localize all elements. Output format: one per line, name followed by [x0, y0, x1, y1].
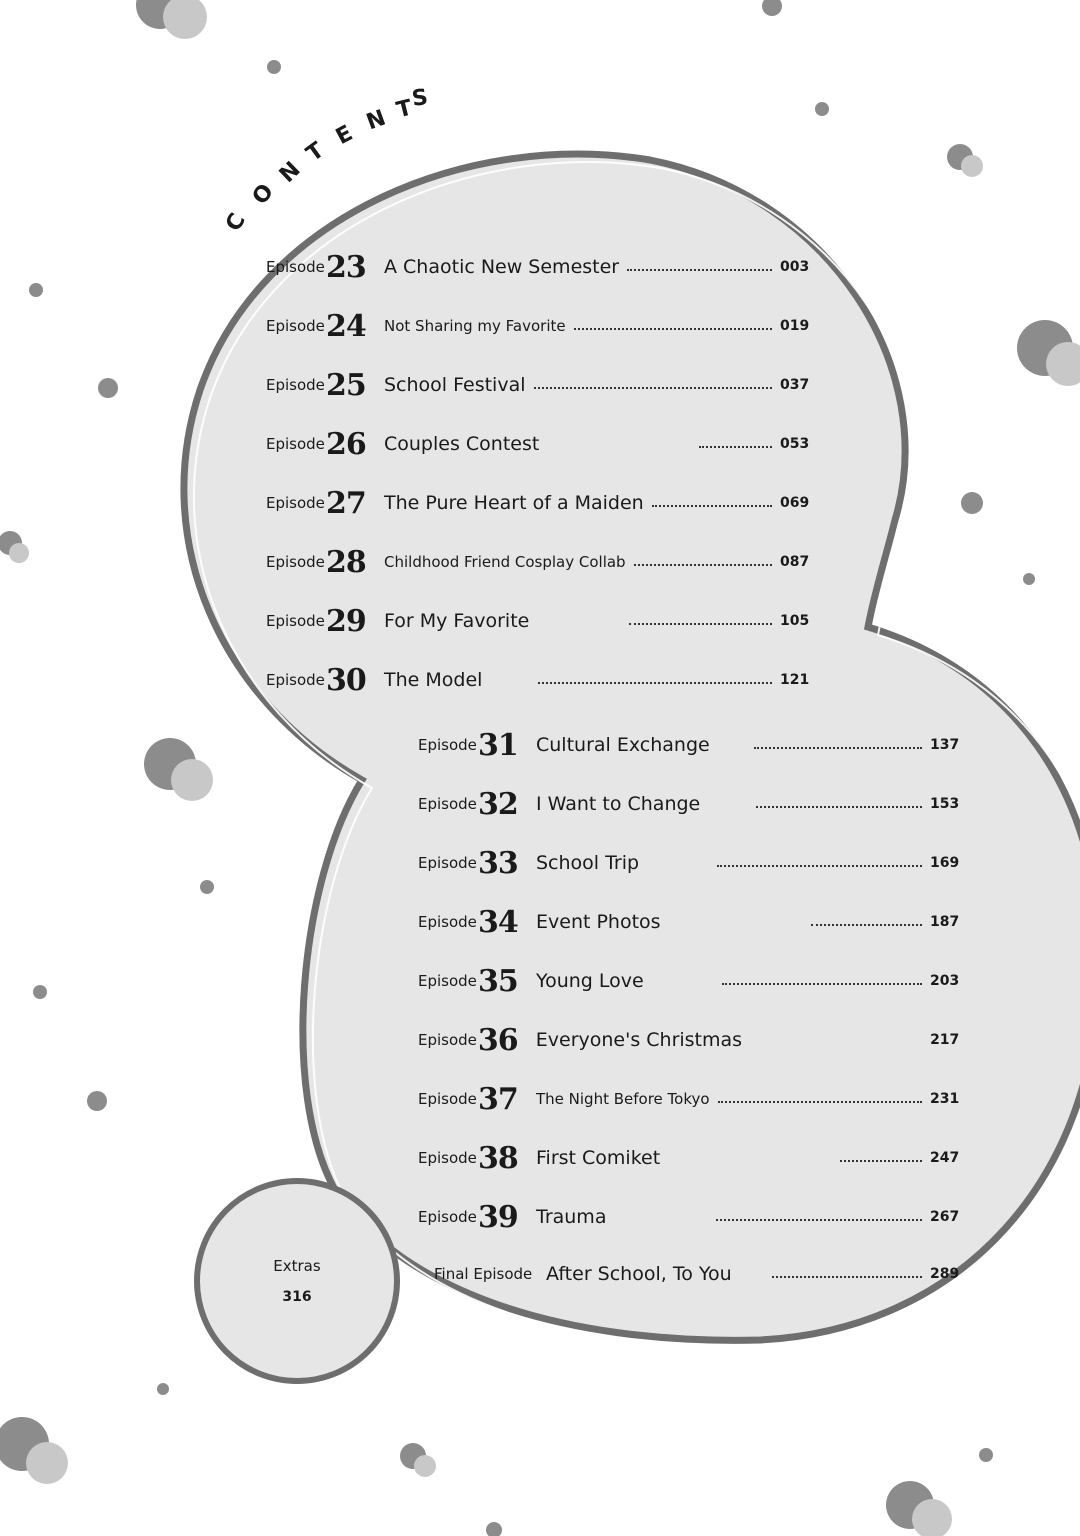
- episode-number: 24: [326, 308, 366, 344]
- episode-title: School Trip: [536, 852, 640, 874]
- toc-entry[interactable]: [266, 481, 816, 525]
- episode-number: 35: [478, 963, 518, 999]
- episode-title: A Chaotic New Semester: [384, 256, 620, 278]
- page-number: 137: [930, 737, 960, 753]
- heading-letter: T: [302, 137, 329, 168]
- leader-dots: [538, 682, 772, 684]
- episode-label: Episode: [418, 854, 477, 872]
- toc-entry[interactable]: [418, 1018, 966, 1062]
- episode-title: After School, To You: [546, 1263, 732, 1285]
- heading-letter: T: [394, 95, 415, 124]
- episode-number: 34: [478, 904, 518, 940]
- episode-label: Episode: [418, 972, 477, 990]
- episode-label: Episode: [266, 553, 325, 571]
- heading-letter: S: [410, 85, 430, 112]
- page-number: 231: [930, 1091, 960, 1107]
- heading-letter: N: [274, 157, 306, 188]
- extras-page-number: 316: [282, 1289, 312, 1305]
- page-number: 037: [780, 377, 810, 393]
- page-number: 053: [780, 436, 810, 452]
- episode-label: Episode: [418, 795, 477, 813]
- episode-label: Episode: [266, 435, 325, 453]
- episode-title: Not Sharing my Favorite: [384, 317, 566, 335]
- toc-entry[interactable]: [418, 1195, 966, 1239]
- page-number: 289: [930, 1266, 960, 1282]
- leader-dots: [717, 865, 922, 867]
- leader-dots: [772, 1276, 922, 1278]
- episode-label: Episode: [266, 494, 325, 512]
- toc-entry[interactable]: [418, 900, 966, 944]
- episode-label: Episode: [418, 913, 477, 931]
- episode-number: 27: [326, 485, 366, 521]
- episode-number: 23: [326, 249, 366, 285]
- leader-dots: [718, 1101, 922, 1103]
- leader-dots: [629, 623, 772, 625]
- episode-label: Episode: [266, 258, 325, 276]
- episode-label: Episode: [418, 1031, 477, 1049]
- leader-dots: [840, 1160, 922, 1162]
- episode-title: Cultural Exchange: [536, 734, 710, 756]
- episode-number: 30: [326, 662, 366, 698]
- toc-entry[interactable]: [418, 782, 966, 826]
- episode-number: 39: [478, 1199, 518, 1235]
- episode-title: Young Love: [536, 970, 644, 992]
- toc-entry[interactable]: [266, 658, 816, 702]
- extras-label: Extras: [273, 1257, 321, 1275]
- episode-number: 31: [478, 727, 518, 763]
- leader-dots: [652, 505, 772, 507]
- toc-entry[interactable]: [266, 599, 816, 643]
- page-number: 217: [930, 1032, 960, 1048]
- page-number: 003: [780, 259, 810, 275]
- episode-label: Episode: [418, 1149, 477, 1167]
- toc-entry[interactable]: [266, 422, 816, 466]
- episode-number: 28: [326, 544, 366, 580]
- leader-dots: [627, 269, 772, 271]
- episode-number: 25: [326, 367, 366, 403]
- leader-dots: [754, 747, 922, 749]
- episode-title: School Festival: [384, 374, 526, 396]
- leader-dots: [811, 924, 922, 926]
- episode-label: Episode: [418, 1208, 477, 1226]
- final-episode-label: Final Episode: [434, 1265, 533, 1283]
- episode-number: 29: [326, 603, 366, 639]
- heading-letter: N: [363, 105, 390, 136]
- toc-entry[interactable]: [418, 1136, 966, 1180]
- episode-label: Episode: [418, 1090, 477, 1108]
- episode-title: Childhood Friend Cosplay Collab: [384, 553, 626, 571]
- leader-dots: [722, 983, 922, 985]
- page-number: 187: [930, 914, 960, 930]
- episode-title: For My Favorite: [384, 610, 530, 632]
- page-number: 247: [930, 1150, 960, 1166]
- leader-dots: [699, 446, 772, 448]
- toc-entry[interactable]: [418, 959, 966, 1003]
- episode-number: 36: [477, 1022, 518, 1058]
- page-number: 087: [780, 554, 810, 570]
- toc-entry[interactable]: [266, 540, 816, 584]
- episode-label: Episode: [266, 671, 325, 689]
- episode-title: Couples Contest: [384, 433, 540, 455]
- episode-number: 33: [478, 845, 518, 881]
- page-number: 069: [780, 495, 810, 511]
- leader-dots: [756, 806, 922, 808]
- episode-title: Event Photos: [536, 911, 661, 933]
- episode-label: Episode: [266, 612, 325, 630]
- episode-label: Episode: [418, 736, 477, 754]
- episode-title: I Want to Change: [536, 793, 701, 815]
- extras-entry[interactable]: [200, 1184, 394, 1378]
- heading-letter: E: [332, 120, 358, 151]
- leader-dots: [716, 1219, 922, 1221]
- episode-title: The Model: [384, 669, 483, 691]
- episode-title: First Comiket: [536, 1147, 661, 1169]
- page-number: 153: [930, 796, 960, 812]
- heading-letter: O: [247, 179, 279, 210]
- toc-entry[interactable]: [418, 1077, 966, 1121]
- toc-entry-final[interactable]: [434, 1252, 966, 1296]
- toc-entry[interactable]: [418, 841, 966, 885]
- toc-entry[interactable]: [266, 304, 816, 348]
- heading-letter: C: [221, 209, 251, 236]
- episode-title: The Night Before Tokyo: [536, 1090, 710, 1108]
- page-number: 105: [780, 613, 810, 629]
- leader-dots: [534, 387, 773, 389]
- toc-entry[interactable]: [266, 363, 816, 407]
- toc-entry[interactable]: [418, 723, 966, 767]
- page-number: 121: [780, 672, 810, 688]
- page-number: 019: [780, 318, 810, 334]
- episode-title: The Pure Heart of a Maiden: [384, 492, 644, 514]
- episode-label: Episode: [266, 376, 325, 394]
- leader-dots: [634, 564, 772, 566]
- page-number: 267: [930, 1209, 960, 1225]
- episode-number: 32: [478, 786, 518, 822]
- leader-dots: [574, 328, 772, 330]
- episode-title: Everyone's Christmas: [535, 1029, 743, 1051]
- episode-label: Episode: [266, 317, 325, 335]
- page-number: 169: [930, 855, 960, 871]
- episode-number: 37: [478, 1081, 518, 1117]
- episode-number: 38: [478, 1140, 518, 1176]
- episode-title: Trauma: [536, 1206, 607, 1228]
- toc-entry[interactable]: [266, 245, 816, 289]
- episode-number: 26: [326, 426, 366, 462]
- page-number: 203: [930, 973, 960, 989]
